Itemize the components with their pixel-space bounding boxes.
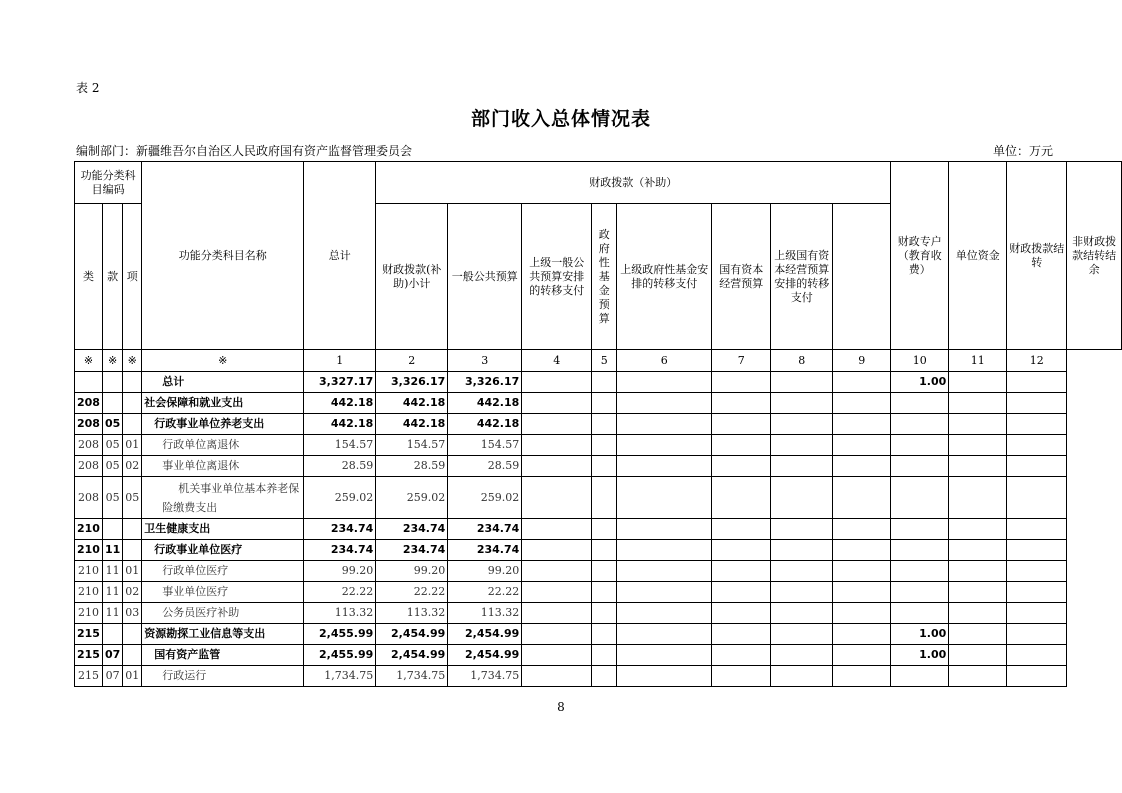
fiscal-carry-cell (949, 393, 1007, 414)
general-budget-cell: 22.22 (448, 582, 522, 603)
code-lei-cell: 208 (75, 456, 103, 477)
code-kuan-cell: 05 (102, 456, 122, 477)
code-xiang-cell: 02 (123, 582, 142, 603)
gov-fund-cell (592, 435, 617, 456)
unit-funds-cell: 1.00 (891, 372, 949, 393)
fiscal-carry-cell (949, 414, 1007, 435)
code-xiang-cell: 03 (123, 603, 142, 624)
fiscal-carry-cell (949, 645, 1007, 666)
upper-general-cell (522, 456, 592, 477)
unit-funds-cell (891, 393, 949, 414)
column-index-cell: 2 (376, 350, 448, 372)
code-xiang-cell: 05 (123, 477, 142, 519)
subject-name-cell: 行政事业单位医疗 (142, 540, 304, 561)
code-xiang-cell: 01 (123, 435, 142, 456)
total-cell: 2,455.99 (304, 624, 376, 645)
fiscal-subtotal-cell: 259.02 (376, 477, 448, 519)
code-lei-cell: 208 (75, 393, 103, 414)
code-kuan-cell: 07 (102, 645, 122, 666)
subject-name-cell: 机关事业单位基本养老保险缴费支出 (142, 477, 304, 519)
unit-funds-cell (891, 666, 949, 687)
fiscal-subtotal-cell: 28.59 (376, 456, 448, 477)
unit-funds-cell (891, 477, 949, 519)
state-capital-cell (712, 666, 771, 687)
nonfiscal-carry-cell (1007, 477, 1067, 519)
fiscal-subtotal-cell: 2,454.99 (376, 645, 448, 666)
upper-capital-cell (771, 645, 833, 666)
upper-capital-cell (771, 435, 833, 456)
column-index-cell: 3 (448, 350, 522, 372)
subject-name-cell: 行政单位离退休 (142, 435, 304, 456)
code-kuan-cell: 07 (102, 666, 122, 687)
header-xiang: 项 (123, 204, 142, 350)
code-lei-cell: 208 (75, 477, 103, 519)
nonfiscal-carry-cell (1007, 561, 1067, 582)
gov-fund-cell (592, 603, 617, 624)
edu-fee-cell (833, 393, 891, 414)
code-kuan-cell (102, 519, 122, 540)
header-fiscal-group: 财政拨款（补助） (376, 162, 891, 204)
gov-fund-cell (592, 372, 617, 393)
state-capital-cell (712, 456, 771, 477)
fiscal-subtotal-cell: 442.18 (376, 414, 448, 435)
edu-fee-cell (833, 477, 891, 519)
upper-general-cell (522, 393, 592, 414)
code-lei-cell: 210 (75, 582, 103, 603)
column-index-cell: 10 (891, 350, 949, 372)
subject-name-cell: 行政事业单位养老支出 (142, 414, 304, 435)
general-budget-cell: 154.57 (448, 435, 522, 456)
fiscal-carry-cell (949, 435, 1007, 456)
fiscal-carry-cell (949, 603, 1007, 624)
total-cell: 28.59 (304, 456, 376, 477)
total-cell: 259.02 (304, 477, 376, 519)
gov-fund-cell (592, 561, 617, 582)
nonfiscal-carry-cell (1007, 372, 1067, 393)
code-kuan-cell (102, 372, 122, 393)
code-lei-cell: 215 (75, 645, 103, 666)
column-index-cell: 5 (592, 350, 617, 372)
upper-fund-cell (617, 477, 712, 519)
fiscal-subtotal-cell: 154.57 (376, 435, 448, 456)
upper-capital-cell (771, 582, 833, 603)
subject-name-cell: 国有资产监管 (142, 645, 304, 666)
general-budget-cell: 99.20 (448, 561, 522, 582)
table-row (75, 372, 1122, 393)
upper-fund-cell (617, 435, 712, 456)
nonfiscal-carry-cell (1007, 519, 1067, 540)
fiscal-carry-cell (949, 624, 1007, 645)
header-edu-fee: 财政专户（教育收费） (891, 162, 949, 350)
department-label: 编制部门：新疆维吾尔自治区人民政府国有资产监督管理委员会 (76, 144, 413, 158)
code-xiang-cell: 01 (123, 666, 142, 687)
upper-general-cell (522, 645, 592, 666)
general-budget-cell: 442.18 (448, 393, 522, 414)
header-upper-fund: 上级政府性基金安排的转移支付 (617, 204, 712, 350)
header-state-capital: 国有资本经营预算 (712, 204, 771, 350)
edu-fee-cell (833, 645, 891, 666)
upper-capital-cell (771, 477, 833, 519)
total-cell: 234.74 (304, 540, 376, 561)
subject-name-cell: 社会保障和就业支出 (142, 393, 304, 414)
code-xiang-cell: 01 (123, 561, 142, 582)
general-budget-cell: 234.74 (448, 519, 522, 540)
general-budget-cell: 259.02 (448, 477, 522, 519)
code-lei-cell: 215 (75, 666, 103, 687)
fiscal-carry-cell (949, 519, 1007, 540)
column-index-cell: 8 (771, 350, 833, 372)
upper-fund-cell (617, 624, 712, 645)
fiscal-subtotal-cell: 234.74 (376, 540, 448, 561)
edu-fee-cell (833, 582, 891, 603)
column-index-cell: 11 (949, 350, 1007, 372)
header-name: 功能分类科目名称 (142, 162, 304, 350)
upper-fund-cell (617, 540, 712, 561)
fiscal-carry-cell (949, 540, 1007, 561)
unit-funds-cell: 1.00 (891, 624, 949, 645)
table-row (75, 435, 1122, 456)
subject-name-cell: 行政运行 (142, 666, 304, 687)
upper-general-cell (522, 519, 592, 540)
table-row (75, 477, 1122, 519)
unit-label: 单位：万元 (993, 144, 1054, 158)
nonfiscal-carry-cell (1007, 540, 1067, 561)
upper-fund-cell (617, 603, 712, 624)
upper-capital-cell (771, 624, 833, 645)
upper-capital-cell (771, 372, 833, 393)
total-cell: 99.20 (304, 561, 376, 582)
nonfiscal-carry-cell (1007, 414, 1067, 435)
general-budget-cell: 234.74 (448, 540, 522, 561)
code-lei-cell: 215 (75, 624, 103, 645)
total-cell: 1,734.75 (304, 666, 376, 687)
code-kuan-cell: 11 (102, 561, 122, 582)
unit-funds-cell (891, 603, 949, 624)
header-general-budget: 一般公共预算 (448, 204, 522, 350)
code-kuan-cell: 11 (102, 540, 122, 561)
column-index-cell: ※ (123, 350, 142, 372)
edu-fee-cell (833, 456, 891, 477)
page-title: 部门收入总体情况表 (470, 108, 651, 130)
code-xiang-cell (123, 540, 142, 561)
column-index-cell: ※ (142, 350, 304, 372)
column-index-row (75, 350, 1122, 372)
edu-fee-cell (833, 603, 891, 624)
header-fiscal-subtotal: 财政拨款(补助)小计 (376, 204, 448, 350)
table-row (75, 456, 1122, 477)
total-cell: 3,327.17 (304, 372, 376, 393)
column-index-cell: ※ (75, 350, 103, 372)
upper-fund-cell (617, 393, 712, 414)
header-gov-fund: 政府性基金预算 (592, 204, 617, 350)
nonfiscal-carry-cell (1007, 603, 1067, 624)
unit-funds-cell (891, 540, 949, 561)
edu-fee-cell (833, 666, 891, 687)
code-kuan-cell: 11 (102, 603, 122, 624)
subject-name-cell: 资源勘探工业信息等支出 (142, 624, 304, 645)
state-capital-cell (712, 477, 771, 519)
header-kuan: 款 (102, 204, 122, 350)
code-kuan-cell: 11 (102, 582, 122, 603)
fiscal-carry-cell (949, 561, 1007, 582)
fiscal-subtotal-cell: 442.18 (376, 393, 448, 414)
nonfiscal-carry-cell (1007, 666, 1067, 687)
upper-capital-cell (771, 519, 833, 540)
upper-general-cell (522, 435, 592, 456)
general-budget-cell: 28.59 (448, 456, 522, 477)
column-index-cell: 1 (304, 350, 376, 372)
column-index-cell: 9 (833, 350, 891, 372)
code-xiang-cell (123, 393, 142, 414)
unit-funds-cell (891, 582, 949, 603)
general-budget-cell: 113.32 (448, 603, 522, 624)
edu-fee-cell (833, 540, 891, 561)
upper-capital-cell (771, 393, 833, 414)
upper-fund-cell (617, 666, 712, 687)
table-row (75, 540, 1122, 561)
total-cell: 442.18 (304, 414, 376, 435)
state-capital-cell (712, 540, 771, 561)
total-cell: 2,455.99 (304, 645, 376, 666)
edu-fee-cell (833, 519, 891, 540)
upper-general-cell (522, 561, 592, 582)
state-capital-cell (712, 624, 771, 645)
general-budget-cell: 442.18 (448, 414, 522, 435)
table-row (75, 603, 1122, 624)
header-upper-general: 上级一般公共预算安排的转移支付 (522, 204, 592, 350)
upper-fund-cell (617, 456, 712, 477)
upper-fund-cell (617, 582, 712, 603)
code-xiang-cell (123, 645, 142, 666)
upper-general-cell (522, 624, 592, 645)
general-budget-cell: 2,454.99 (448, 624, 522, 645)
code-kuan-cell (102, 393, 122, 414)
code-kuan-cell: 05 (102, 414, 122, 435)
unit-funds-cell: 1.00 (891, 645, 949, 666)
upper-fund-cell (617, 561, 712, 582)
table-number-label: 表 2 (76, 81, 100, 95)
header-total: 总计 (304, 162, 376, 350)
table-row (75, 624, 1122, 645)
upper-fund-cell (617, 414, 712, 435)
edu-fee-cell (833, 435, 891, 456)
fiscal-carry-cell (949, 666, 1007, 687)
column-index-cell: 6 (617, 350, 712, 372)
code-xiang-cell (123, 519, 142, 540)
page-number: 8 (557, 700, 565, 714)
subject-name-cell: 总计 (142, 372, 304, 393)
fiscal-carry-cell (949, 582, 1007, 603)
total-cell: 113.32 (304, 603, 376, 624)
code-xiang-cell: 02 (123, 456, 142, 477)
subject-name-cell: 公务员医疗补助 (142, 603, 304, 624)
fiscal-carry-cell (949, 477, 1007, 519)
gov-fund-cell (592, 414, 617, 435)
code-lei-cell: 210 (75, 540, 103, 561)
fiscal-carry-cell (949, 372, 1007, 393)
subject-name-cell: 行政单位医疗 (142, 561, 304, 582)
column-index-cell: 12 (1007, 350, 1067, 372)
header-fiscal-carry: 财政拨款结转 (1007, 162, 1067, 350)
code-kuan-cell (102, 624, 122, 645)
nonfiscal-carry-cell (1007, 435, 1067, 456)
upper-general-cell (522, 414, 592, 435)
fiscal-subtotal-cell: 3,326.17 (376, 372, 448, 393)
gov-fund-cell (592, 519, 617, 540)
subject-name-cell: 事业单位离退休 (142, 456, 304, 477)
total-cell: 234.74 (304, 519, 376, 540)
upper-general-cell (522, 603, 592, 624)
gov-fund-cell (592, 624, 617, 645)
total-cell: 154.57 (304, 435, 376, 456)
table-row (75, 414, 1122, 435)
upper-fund-cell (617, 645, 712, 666)
upper-capital-cell (771, 456, 833, 477)
edu-fee-cell (833, 372, 891, 393)
fiscal-subtotal-cell: 99.20 (376, 561, 448, 582)
code-lei-cell: 208 (75, 414, 103, 435)
nonfiscal-carry-cell (1007, 645, 1067, 666)
upper-capital-cell (771, 540, 833, 561)
gov-fund-cell (592, 666, 617, 687)
unit-funds-cell (891, 561, 949, 582)
total-cell: 442.18 (304, 393, 376, 414)
fiscal-subtotal-cell: 22.22 (376, 582, 448, 603)
state-capital-cell (712, 414, 771, 435)
state-capital-cell (712, 603, 771, 624)
general-budget-cell: 1,734.75 (448, 666, 522, 687)
fiscal-subtotal-cell: 1,734.75 (376, 666, 448, 687)
unit-funds-cell (891, 519, 949, 540)
header-code-group: 功能分类科目编码 (75, 162, 142, 204)
upper-capital-cell (771, 414, 833, 435)
fiscal-carry-cell (949, 456, 1007, 477)
general-budget-cell: 3,326.17 (448, 372, 522, 393)
upper-capital-cell (771, 603, 833, 624)
gov-fund-cell (592, 393, 617, 414)
code-xiang-cell (123, 624, 142, 645)
state-capital-cell (712, 393, 771, 414)
code-lei-cell: 208 (75, 435, 103, 456)
code-lei-cell: 210 (75, 561, 103, 582)
gov-fund-cell (592, 645, 617, 666)
nonfiscal-carry-cell (1007, 582, 1067, 603)
header-lei: 类 (75, 204, 103, 350)
state-capital-cell (712, 582, 771, 603)
subject-name-cell: 事业单位医疗 (142, 582, 304, 603)
subject-name-cell: 卫生健康支出 (142, 519, 304, 540)
upper-fund-cell (617, 372, 712, 393)
general-budget-cell: 2,454.99 (448, 645, 522, 666)
nonfiscal-carry-cell (1007, 456, 1067, 477)
fiscal-subtotal-cell: 113.32 (376, 603, 448, 624)
code-lei-cell: 210 (75, 603, 103, 624)
upper-general-cell (522, 582, 592, 603)
state-capital-cell (712, 372, 771, 393)
table-row (75, 645, 1122, 666)
unit-funds-cell (891, 456, 949, 477)
nonfiscal-carry-cell (1007, 393, 1067, 414)
unit-funds-cell (891, 435, 949, 456)
gov-fund-cell (592, 540, 617, 561)
income-table (74, 161, 1122, 687)
upper-general-cell (522, 540, 592, 561)
table-row (75, 393, 1122, 414)
upper-fund-cell (617, 519, 712, 540)
edu-fee-cell (833, 561, 891, 582)
upper-general-cell (522, 477, 592, 519)
code-xiang-cell (123, 414, 142, 435)
gov-fund-cell (592, 456, 617, 477)
state-capital-cell (712, 519, 771, 540)
upper-general-cell (522, 666, 592, 687)
column-index-cell: 7 (712, 350, 771, 372)
edu-fee-cell (833, 624, 891, 645)
gov-fund-cell (592, 477, 617, 519)
fiscal-subtotal-cell: 234.74 (376, 519, 448, 540)
header-unit-funds: 单位资金 (949, 162, 1007, 350)
edu-fee-cell (833, 414, 891, 435)
upper-general-cell (522, 372, 592, 393)
fiscal-subtotal-cell: 2,454.99 (376, 624, 448, 645)
table-row (75, 582, 1122, 603)
table-row (75, 561, 1122, 582)
total-cell: 22.22 (304, 582, 376, 603)
state-capital-cell (712, 645, 771, 666)
code-kuan-cell: 05 (102, 435, 122, 456)
upper-capital-cell (771, 666, 833, 687)
code-lei-cell: 210 (75, 519, 103, 540)
column-index-cell: 4 (522, 350, 592, 372)
header-nonfiscal-carry: 非财政拨款结转结余 (1067, 162, 1122, 350)
state-capital-cell (712, 561, 771, 582)
state-capital-cell (712, 435, 771, 456)
column-index-cell: ※ (102, 350, 122, 372)
code-lei-cell (75, 372, 103, 393)
upper-capital-cell (771, 561, 833, 582)
gov-fund-cell (592, 582, 617, 603)
code-xiang-cell (123, 372, 142, 393)
table-row (75, 519, 1122, 540)
header-upper-capital: 上级国有资本经营预算安排的转移支付 (771, 204, 833, 350)
nonfiscal-carry-cell (1007, 624, 1067, 645)
unit-funds-cell (891, 414, 949, 435)
table-row (75, 666, 1122, 687)
code-kuan-cell: 05 (102, 477, 122, 519)
